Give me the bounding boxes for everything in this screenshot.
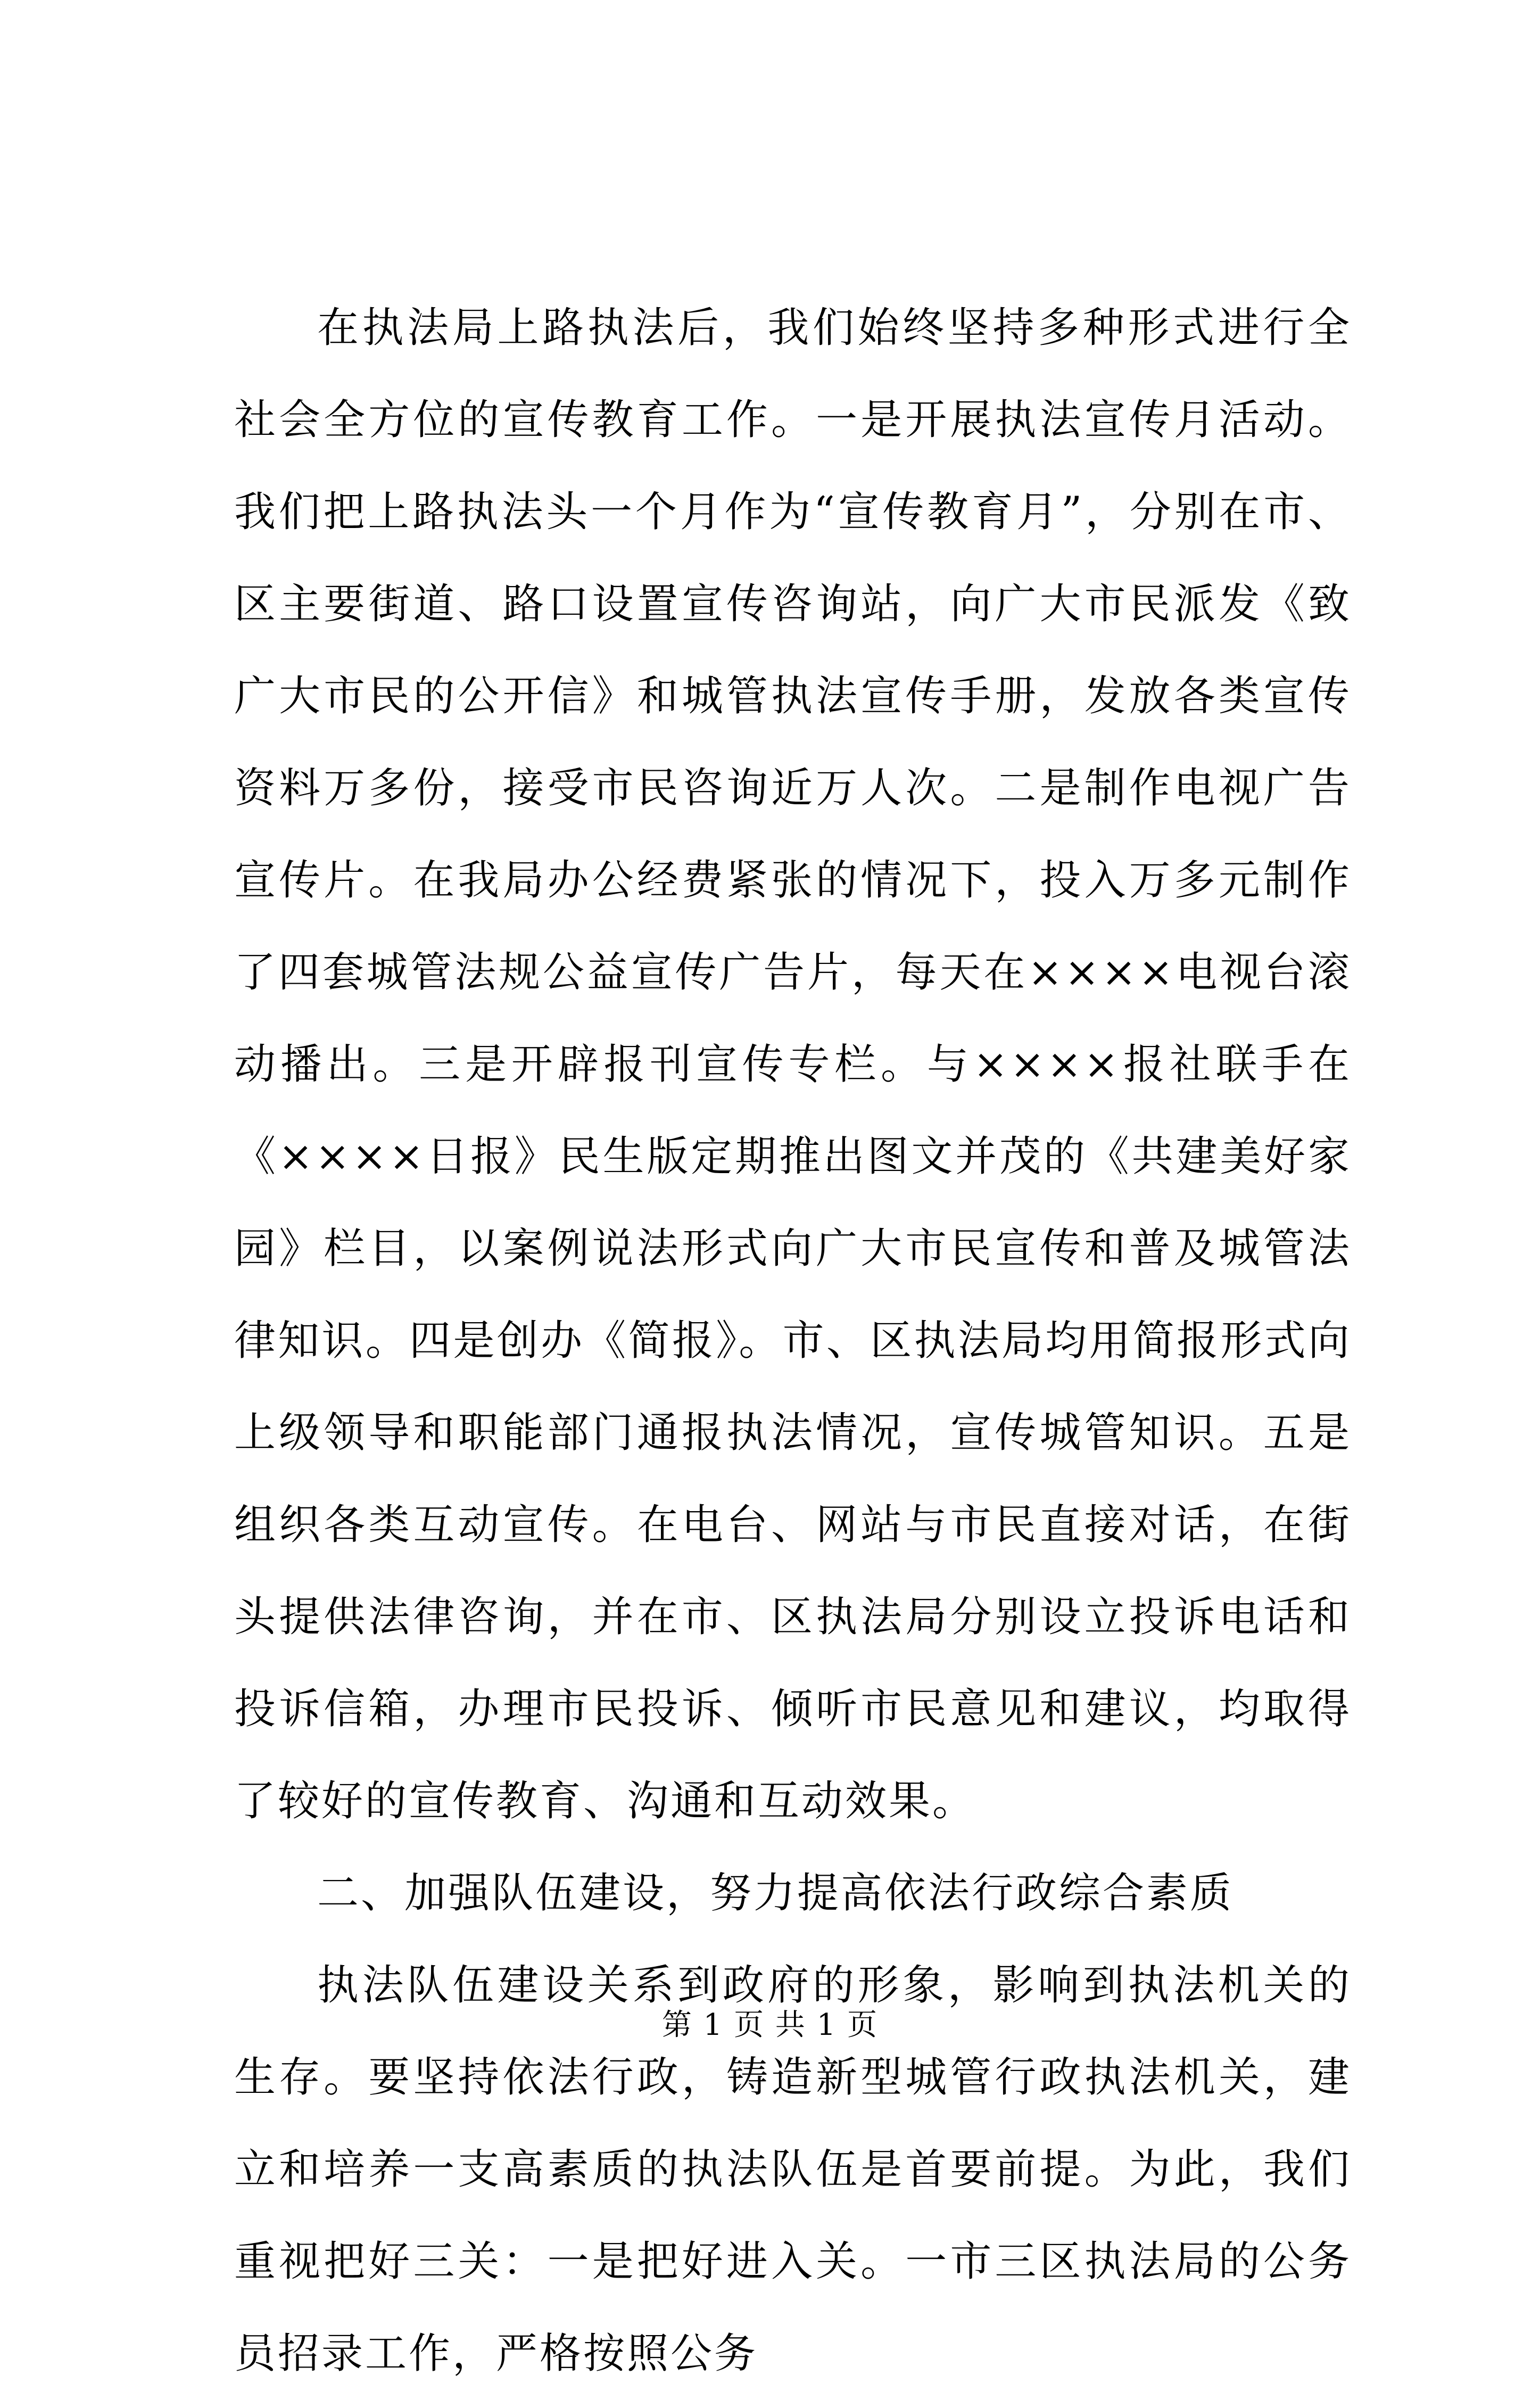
page-number-footer: 第 1 页 共 1 页 <box>661 2008 879 2042</box>
section-heading: 二、加强队伍建设，努力提高依法行政综合素质 <box>317 1869 1234 1917</box>
paragraph-publicity: 在执法局上路执法后，我们始终坚持多种形式进行全社会全方位的宣传教育工作。一是开展执法宣传月活动。我们把上路执法头一个月作为“宣传教育月”，分别在市、区主要街道、路口设置宣传咨询站，向广大市民派发《致广大市民的公开信》和城管执法宣传手册，发放各类宣传资料万多份，接受市民咨询近万人次。二是制作电视广告宣传片。在我局办公经费紧张的情况下，投入万多元制作了四套城管法规公益宣传广告片，每天在××××电视台滚动播出。三是开辟报刊宣传专栏。与××××报社联手在《××××日报》民生版定期推出图文并茂的《共建美好家园》栏目，以案例说法形式向广大市民宣传和普及城管法律知识。四是创办《简报》。市、区执法局均用简报形式向上级领导和职能部门通报执法情况，宣传城管知识。五是组织各类互动宣传。在电台、网站与市民直接对话，在街头提供法律咨询，并在市、区执法局分别设立投诉电话和投诉信箱，办理市民投诉、倾听市民意见和建议，均取得了较好的宣传教育、沟通和互动效果。 <box>234 304 1352 1825</box>
paragraph-team-building: 执法队伍建设关系到政府的形象，影响到执法机关的生存。要坚持依法行政，铸造新型城管行政执法机关，建立和培养一支高素质的执法队伍是首要前提。为此，我们重视把好三关：一是把好进入关。一市三区执法局的公务员招录工作，严格按照公务 <box>234 1961 1352 2378</box>
document-body <box>234 282 1352 2400</box>
